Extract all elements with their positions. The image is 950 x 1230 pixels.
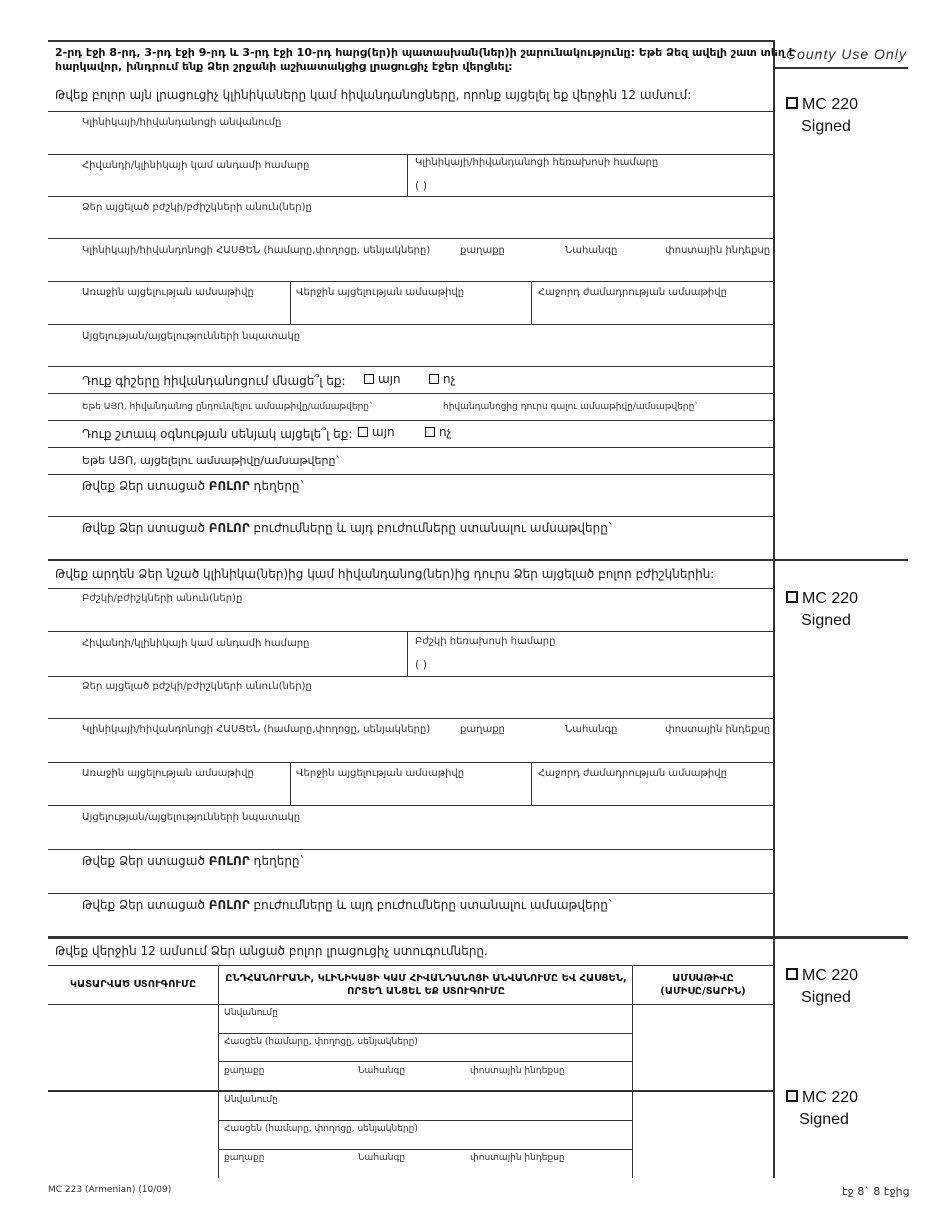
s1-overnight-yes[interactable]: [364, 372, 401, 386]
checkbox-icon[interactable]: [786, 1090, 798, 1102]
s2-doctor-names-label: Ձեր այցելած բժշկի/բժիշկների անուն(ներ)ը: [82, 681, 312, 692]
s1-emergency-question: Դուք շտապ օգնության սենյակ այցելե՞լ եք:: [82, 427, 353, 441]
checkbox-icon[interactable]: [364, 374, 374, 384]
section2-intro: Թվեք արդեն Ձեր նշած կլինիկա(ներ)ից կամ հիվանդանոց(ներ)ից դուրս Ձեր այցելած բոլոր բժիշկներին:: [55, 567, 715, 581]
s2-treatments-label: Թվեք Ձեր ստացած ԲՈԼՈՐ բուժումները և այդ բուժումները ստանալու ամսաթվերը`: [82, 898, 614, 912]
mc220-signed-checkbox-2[interactable]: MC 220 Signed: [786, 588, 858, 632]
mc220-signed-checkbox-1[interactable]: MC 220 Signed: [786, 94, 858, 138]
checkbox-icon[interactable]: [786, 591, 798, 603]
s1-state-label: Նահանգը: [565, 245, 618, 256]
section2-separator: [48, 936, 908, 939]
section1-intro: Թվեք բոլոր այն լրացուցիչ կլինիկաները կամ հիվանդանոցները, որոնք այցելել եք վերջին 12 ամսում:: [55, 88, 692, 102]
col-header-date: ԱՄՍԱԹԻՎԸ (ԱՄԻՍԸ/ՏԱՐԻՆ): [660, 973, 746, 997]
s1-doctor-names-label: Ձեր այցելած բժշկի/բժիշկների անուն(ներ)ը: [82, 202, 312, 213]
s1-clinic-phone-label: Կլինիկայի/հիվանդանոցի հեռախոսի համարը: [415, 157, 659, 168]
s3-row2-state-label: Նահանգը: [358, 1153, 406, 1163]
form-id: MC 223 (Armenian) (10/09): [48, 1185, 172, 1195]
section1-separator: [48, 559, 908, 561]
instruction-line-1: 2-րդ էջի 8-րդ, 3-րդ էջի 9-րդ և 3-րդ էջի 10-րդ հարց(եր)ի պատասխան(ներ)ի շարունակությունը: Եթե Ձեզ ավելի շատ տեղ է: [55, 46, 795, 59]
s1-clinic-name-label: Կլինիկայի/հիվանդանոցի անվանումը: [82, 117, 282, 128]
s3-row1-state-label: Նահանգը: [358, 1066, 406, 1076]
s1-visit-purpose-label: Այցելության/այցելությունների նպատակը: [82, 331, 301, 342]
s2-first-visit-label: Առաջին այցելության ամսաթիվը: [82, 768, 254, 779]
s2-visit-purpose-label: Այցելության/այցելությունների նպատակը: [82, 812, 301, 823]
mc220-signed-checkbox-3[interactable]: MC 220 Signed: [786, 965, 858, 1009]
s1-visit-dates-label: Եթե ԱՅՈ, այցելելու ամսաթիվը/ամսաթվերը`: [82, 454, 341, 467]
s1-phone-parens[interactable]: ( ): [415, 179, 428, 192]
yes-label: այո: [378, 372, 401, 386]
s2-zip-label: փոստային ինդեքսը: [665, 724, 771, 735]
s1-emergency-no[interactable]: [425, 425, 451, 439]
mc220-signed-checkbox-4[interactable]: MC 220 Signed: [786, 1087, 858, 1131]
s3-row2-address-label: Հասցեն (համարը, փողոցը, սենյակները): [224, 1124, 418, 1134]
instruction-line-2: հարկավոր, խնդրում ենք Ձեր շրջանի աշխատակցից լրացուցիչ էջեր վերցնել:: [55, 60, 513, 73]
s3-row2-name-label: Անվանումը: [224, 1095, 278, 1105]
s3-row1-city-label: քաղաքը: [224, 1066, 265, 1076]
s1-first-visit-label: Առաջին այցելության ամսաթիվը: [82, 287, 254, 298]
col-header-test: ԿԱՏԱՐՎԱԾ ՍՏՈՒԳՈՒՄԸ: [69, 979, 197, 990]
s3-row2-city-label: քաղաքը: [224, 1153, 265, 1163]
s2-next-appt-label: Հաջորդ ժամադրության ամսաթիվը: [538, 768, 727, 779]
s1-next-appt-label: Հաջորդ ժամադրության ամսաթիվը: [538, 287, 727, 298]
county-use-only-label: County Use Only: [786, 46, 907, 62]
top-border: [48, 40, 774, 42]
s1-overnight-no[interactable]: [429, 372, 455, 386]
section3-intro: Թվեք վերջին 12 ամսում Ձեր անցած բոլոր լրացուցիչ ստուգումները.: [55, 944, 488, 958]
s2-last-visit-label: Վերջին այցելության ամսաթիվը: [296, 768, 465, 779]
s1-medications-label: Թվեք Ձեր ստացած ԲՈԼՈՐ դեղերը`: [82, 479, 306, 493]
s1-clinic-name-field[interactable]: [48, 130, 773, 154]
checkbox-icon[interactable]: [786, 97, 798, 109]
s2-phone-parens[interactable]: ( ): [415, 658, 428, 671]
checkbox-icon[interactable]: [786, 968, 798, 980]
county-underline: [775, 67, 908, 69]
s1-patient-number-label: Հիվանդի/կլինիկայի կամ անդամի համարը: [82, 160, 310, 171]
s1-treatments-label: Թվեք Ձեր ստացած ԲՈԼՈՐ բուժումները և այդ բուժումները ստանալու ամսաթվերը`: [82, 521, 614, 535]
s3-row2-zip-label: փոստային ինդեքսը: [470, 1153, 565, 1163]
no-label: ոչ: [439, 425, 452, 439]
s1-admit-dates-label: Եթե ԱՅՈ, հիվանդանոց ընդունվելու ամսաթիվը/ամսաթվերը`: [82, 402, 374, 412]
checkbox-icon[interactable]: [358, 427, 368, 437]
checkbox-icon[interactable]: [429, 374, 439, 384]
right-column-divider: [773, 40, 775, 1178]
s1-last-visit-label: Վերջին այցելության ամսաթիվը: [296, 287, 465, 298]
s2-medications-label: Թվեք Ձեր ստացած ԲՈԼՈՐ դեղերը`: [82, 854, 306, 868]
s3-row1-name-label: Անվանումը: [224, 1008, 278, 1018]
col-header-place: ԸՆԴՀԱՆՈՒՐԱՆԻ, ԿԼԻՆԻԿԱՅԻ ԿԱՄ ՀԻՎԱՆԴԱՆՈՑԻ ԱՆՎԱՆՈՒՄԸ ԵՎ ՀԱՍՑԵՆ, ՈՐՏԵՂ ԱՆՑԵԼ ԵՔ ՍՏՈՒԳՈՒՄԸ: [225, 973, 627, 997]
s2-doctor-phone-label: Բժշկի հեռախոսի համարը: [415, 636, 556, 647]
s2-patient-number-label: Հիվանդի/կլինիկայի կամ անդամի համարը: [82, 638, 310, 649]
s3-row1-address-label: Հասցեն (համարը, փողոցը, սենյակները): [224, 1037, 418, 1047]
s2-state-label: Նահանգը: [565, 724, 618, 735]
s1-zip-label: փոստային ինդեքսը: [665, 245, 771, 256]
s1-overnight-question: Դուք գիշերը հիվանդանոցում մնացե՞լ եք:: [82, 374, 346, 388]
s2-doctor-name-label: Բժշկի/բժիշկների անուն(ներ)ը: [82, 593, 243, 604]
s1-city-label: քաղաքը: [460, 245, 505, 256]
s3-row1-zip-label: փոստային ինդեքսը: [470, 1066, 565, 1076]
no-label: ոչ: [443, 372, 456, 386]
page-number: էջ 8` 8 էջից: [842, 1185, 910, 1198]
s2-city-label: քաղաքը: [460, 724, 505, 735]
s1-address-label: Կլինիկայի/հիվանդոնոցի ՀԱՍՑԵՆ (համարը,փողոցը, սենյակները): [82, 245, 431, 256]
checkbox-icon[interactable]: [425, 427, 435, 437]
s1-emergency-yes[interactable]: [358, 425, 395, 439]
yes-label: այո: [372, 425, 395, 439]
s2-address-label: Կլինիկայի/հիվանդոնոցի ՀԱՍՑԵՆ (համարը,փողոցը, սենյակները): [82, 724, 431, 735]
s1-discharge-dates-label: հիվանդանոցից դուրս գալու ամսաթիվը/ամսաթվերը`: [443, 402, 699, 412]
